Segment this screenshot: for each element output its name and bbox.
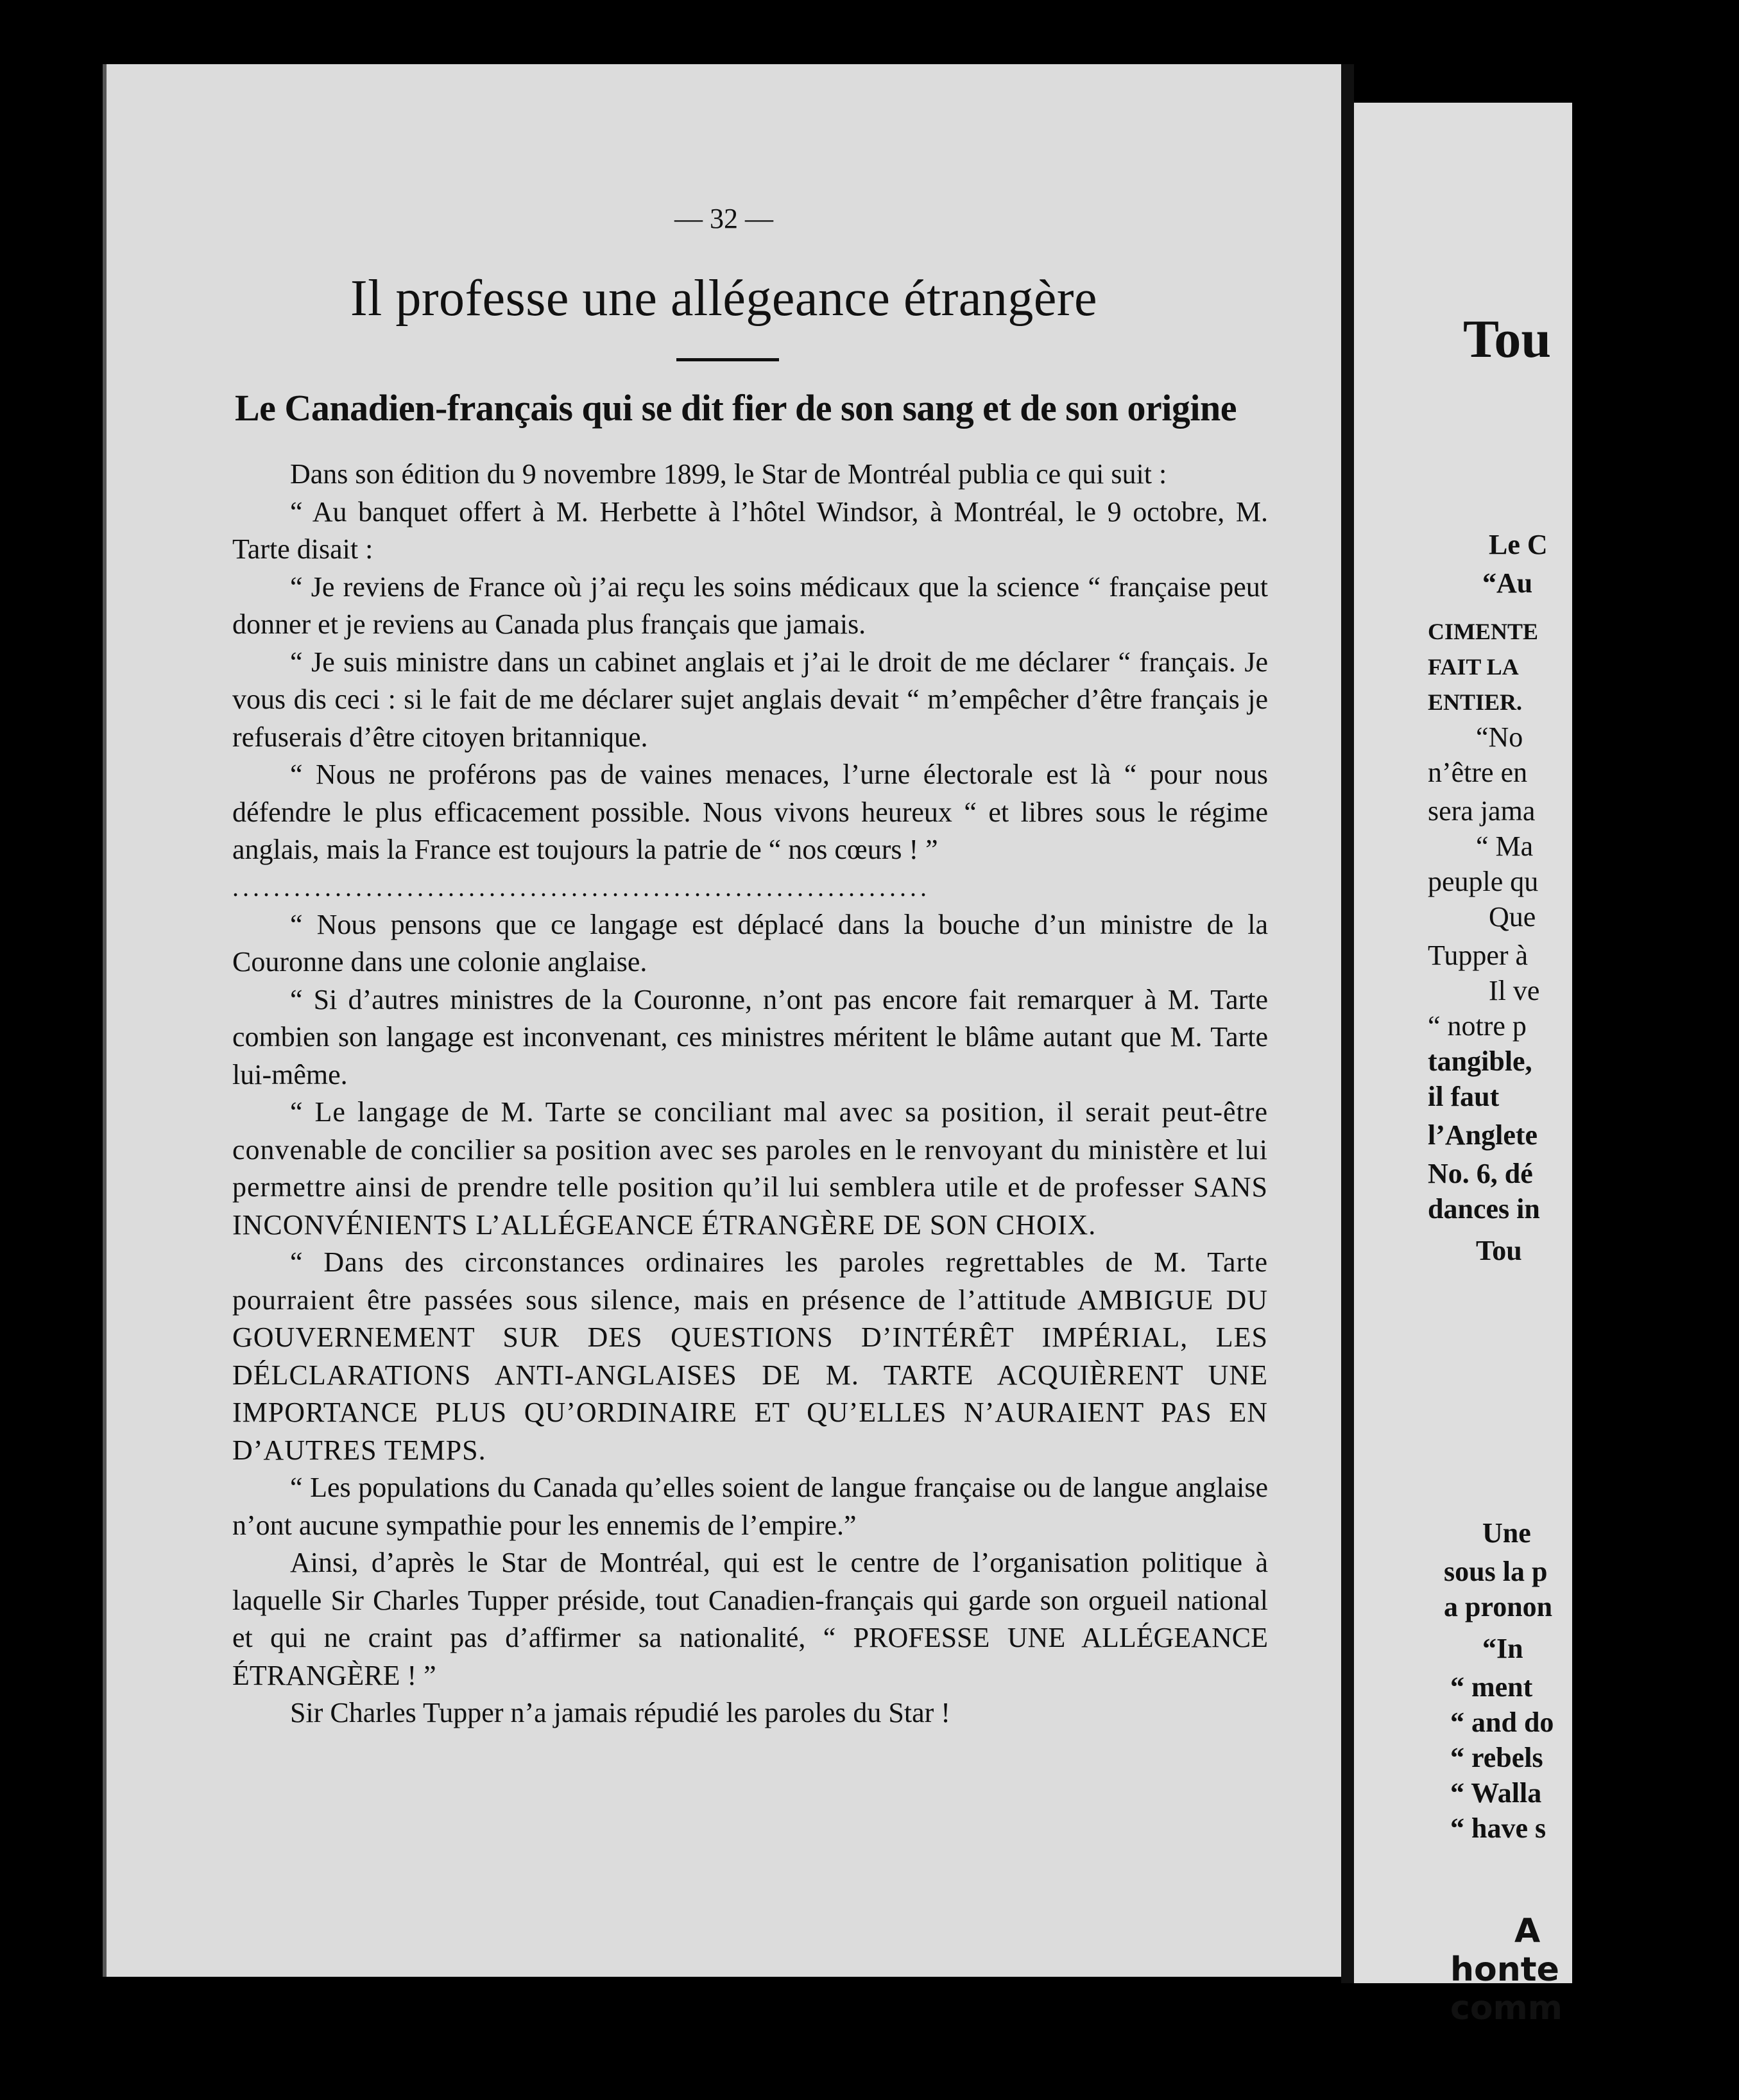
right-line: sous la p bbox=[1444, 1556, 1548, 1587]
paragraph: “ Je suis ministre dans un cabinet anglais et j’ai le droit de me déclarer “ français. Je vous dis ceci : si le fait de me déclarer sujet anglais devait “ m’empêcher d’être français je refuserais d’être citoyen britannique. bbox=[232, 646, 1268, 753]
right-line: “ and do bbox=[1450, 1707, 1554, 1738]
paragraph: “ Dans des circonstances ordinaires les paroles regrettables de M. Tarte pourraient être passées sous silence, mais en présence de l’attitude AMBIGUE DU GOUVERNEMENT SUR DES QUESTIONS D’INTÉRÊT IMPÉRIAL, LES DÉLCLARATIONS ANTI-ANGLAISES DE M. TARTE ACQUIÈRENT UNE IMPORTANCE PLUS QU’ORDINAIRE ET QU’ELLES N’AURAIENT PAS EN D’AUTRES TEMPS. bbox=[232, 1246, 1268, 1466]
paragraph: “ Nous pensons que ce langage est déplacé dans la bouche d’un ministre de la Couronne dans une colonie anglaise. bbox=[232, 908, 1268, 977]
dotted-separator: .................................................................... bbox=[232, 872, 930, 902]
right-line: “ have s bbox=[1450, 1812, 1546, 1844]
right-line: Le C bbox=[1489, 529, 1548, 560]
right-line: “ notre p bbox=[1428, 1010, 1527, 1042]
page-title: Il professe une allégeance étrangère bbox=[350, 270, 1097, 327]
right-line: l’Anglete bbox=[1428, 1119, 1538, 1151]
right-line: “ ment bbox=[1450, 1671, 1533, 1703]
paragraph: Ainsi, d’après le Star de Montréal, qui est le centre de l’organisation politique à laquelle Sir Charles Tupper préside, tout Canadien-français qui garde son orgueil national et qui ne craint pas d’affirmer sa nationalité, “ PROFESSE UNE ALLÉGEANCE ÉTRANGÈRE ! ” bbox=[232, 1547, 1268, 1691]
right-line: peuple qu bbox=[1428, 866, 1539, 897]
right-line: “ Ma bbox=[1476, 831, 1534, 862]
right-line: “In bbox=[1482, 1633, 1523, 1664]
right-line: honte bbox=[1450, 1950, 1559, 1989]
right-line: CIMENTE bbox=[1428, 619, 1539, 644]
right-line: a pronon bbox=[1444, 1591, 1553, 1622]
right-line: dances in bbox=[1428, 1193, 1540, 1225]
paragraph: “ Les populations du Canada qu’elles soient de langue française ou de langue anglaise n’ont aucune sympathie pour les ennemis de l’empire.” bbox=[232, 1472, 1268, 1541]
right-line: Il ve bbox=[1489, 975, 1540, 1006]
paragraph: “ Si d’autres ministres de la Couronne, n’ont pas encore fait remarquer à M. Tarte combien son langage est inconvenant, ces ministres méritent le blâme autant que M. Tarte lui-même. bbox=[232, 983, 1268, 1090]
right-line: “ Walla bbox=[1450, 1777, 1542, 1809]
right-line: “ rebels bbox=[1450, 1742, 1543, 1773]
right-line: A bbox=[1514, 1912, 1541, 1950]
right-line: “Au bbox=[1482, 567, 1533, 599]
right-line: Tupper à bbox=[1428, 940, 1529, 971]
right-line: tangible, bbox=[1428, 1046, 1532, 1077]
right-page bbox=[1354, 103, 1572, 2027]
right-line: Tou bbox=[1476, 1235, 1522, 1266]
paragraph: “ Le langage de M. Tarte se conciliant mal avec sa position, il serait peut-être convenable de concilier sa position avec ses paroles en le renvoyant du ministère et lui permettre ainsi de prendre telle position qu’il lui semblera utile et de professer SANS INCONVÉNIENTS L’ALLÉGEANCE ÉTRANGÈRE DE SON CHOIX. bbox=[232, 1096, 1268, 1241]
page-number: — 32 — bbox=[674, 203, 773, 234]
right-line: il faut bbox=[1428, 1081, 1500, 1112]
right-title: Tou bbox=[1463, 309, 1552, 369]
article-body bbox=[232, 456, 1268, 1732]
right-line: “No bbox=[1476, 721, 1523, 753]
paragraph: “ Nous ne proférons pas de vaines menaces, l’urne électorale est là “ pour nous défendre le plus efficacement possible. Nous vivons heureux “ et libres sous le régime anglais, mais la France est toujours la patrie de “ nos cœurs ! ” bbox=[232, 759, 1268, 865]
right-line: n’être en bbox=[1428, 757, 1528, 788]
paragraph: Dans son édition du 9 novembre 1899, le Star de Montréal publia ce qui suit : bbox=[290, 458, 1167, 490]
right-line: Que bbox=[1489, 901, 1536, 933]
paragraph: “ Au banquet offert à M. Herbette à l’hôtel Windsor, à Montréal, le 9 octobre, M. Tarte disait : bbox=[232, 495, 1268, 565]
right-line: ENTIER. bbox=[1428, 689, 1523, 715]
right-line: comm bbox=[1450, 1989, 1563, 2027]
right-line: FAIT LA bbox=[1428, 654, 1519, 680]
paragraph: “ Je reviens de France où j’ai reçu les soins médicaux que la science “ française peut donner et je reviens au Canada plus français que jamais. bbox=[232, 571, 1268, 640]
paragraph: Sir Charles Tupper n’a jamais répudié les paroles du Star ! bbox=[290, 1697, 950, 1728]
right-line: No. 6, dé bbox=[1428, 1158, 1533, 1189]
page-gutter bbox=[1341, 64, 1354, 1983]
right-line: sera jama bbox=[1428, 795, 1536, 827]
left-page bbox=[103, 64, 1341, 1977]
title-rule bbox=[676, 358, 779, 361]
right-line: Une bbox=[1482, 1517, 1531, 1549]
page-subtitle: Le Canadien-français qui se dit fier de son sang et de son origine bbox=[235, 387, 1237, 429]
